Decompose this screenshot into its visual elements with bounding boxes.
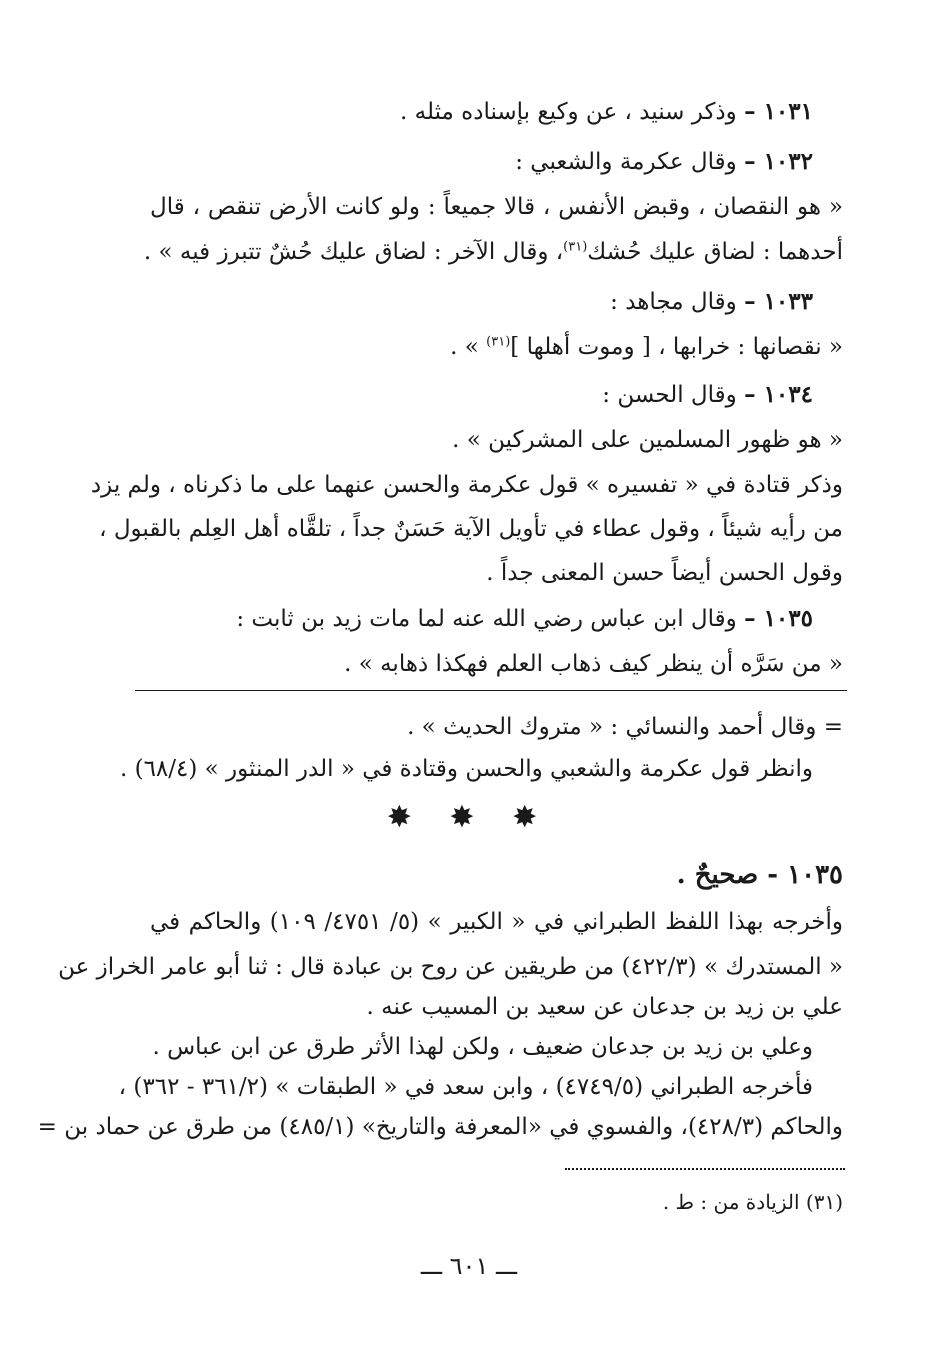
takhrij-line: وأخرجه بهذا اللفظ الطبراني في « الكبير » (٥/ ٤٧٥١/ ١٠٩) والحاكم في bbox=[150, 909, 843, 935]
body-line: « من سَرَّه أن ينظر كيف ذهاب العلم فهكذا ذهابه » . bbox=[344, 651, 843, 677]
body-line: « هو ظهور المسلمين على المشركين » . bbox=[452, 427, 843, 453]
footnote-separator bbox=[565, 1168, 845, 1170]
entry-1033 bbox=[610, 285, 813, 319]
body-line: « هو النقصان ، وقبض الأنفس ، قالا جميعاً : ولو كانت الأرض تنقص ، قال bbox=[150, 194, 843, 220]
entry-text: وقال عكرمة والشعبي : bbox=[515, 149, 745, 175]
star-separator: ✸ ✸ ✸ bbox=[386, 800, 552, 835]
body-line: من رأيه شيئاً ، وقول عطاء في تأويل الآية حَسَنٌ جداً ، تلقَّاه أهل العِلم بالقبول ، bbox=[99, 516, 843, 542]
takhrij-line: علي بن زيد بن جدعان عن سعيد بن المسيب عنه . bbox=[366, 994, 843, 1020]
body-line: وذكر قتادة في « تفسيره » قول عكرمة والحسن عنهما على ما ذكرناه ، ولم يزد bbox=[90, 472, 843, 498]
entry-text: وذكر سنيد ، عن وكيع بإسناده مثله . bbox=[400, 99, 745, 125]
takhrij-line: وعلي بن زيد بن جدعان ضعيف ، ولكن لهذا الأثر طرق عن ابن عباس . bbox=[152, 1034, 813, 1060]
takhrij-line: فأخرجه الطبراني (٤٧٤٩/٥) ، وابن سعد في « الطبقات » (٣٦١/٢ - ٣٦٢) ، bbox=[118, 1074, 813, 1100]
entry-1032 bbox=[515, 145, 813, 179]
footnote-ref: (٣١) bbox=[486, 334, 511, 350]
body-line: أحدهما : لضاق عليك حُشك$^{(٣١)}$، وقال الآخر : لضاق عليك حُشٌ تتبرز فيه » . bbox=[143, 239, 843, 265]
entry-text: وقال ابن عباس رضي الله عنه لما مات زيد بن ثابت : bbox=[236, 606, 745, 632]
footnote-ref: (٣١) bbox=[563, 239, 588, 255]
entry-1031 bbox=[400, 95, 813, 129]
body-line: « نقصانها : خرابها ، [ وموت أهلها ]$^{(٣١)}$ » . bbox=[450, 334, 843, 360]
body-line: وقول الحسن أيضاً حسن المعنى جداً . bbox=[486, 560, 843, 586]
takhrij-line: « المستدرك » (٤٢٢/٣) من طريقين عن روح بن عبادة قال : ثنا أبو عامر الخراز عن bbox=[58, 954, 843, 980]
entry-1034 bbox=[602, 378, 813, 412]
takhrij-line: والحاكم (٤٢٨/٣)، والفسوي في «المعرفة والتاريخ» (٤٨٥/١) من طرق عن حماد بن = bbox=[37, 1114, 843, 1140]
entry-number: ١٠٣١ – bbox=[744, 98, 813, 125]
note-line: وانظر قول عكرمة والشعبي والحسن وقتادة في « الدر المنثور » (٦٨/٤) . bbox=[119, 756, 813, 782]
note-line: = وقال أحمد والنسائي : « متروك الحديث » . bbox=[407, 714, 843, 740]
entry-1035 bbox=[236, 602, 813, 636]
takhrij-heading: ١٠٣٥ - صحيحٌ . bbox=[676, 860, 843, 890]
entry-number: ١٠٣٥ – bbox=[744, 605, 813, 632]
section-rule bbox=[135, 690, 847, 691]
entry-number: ١٠٣٣ – bbox=[744, 288, 813, 315]
footnote: (٣١) الزيادة من : ط . bbox=[662, 1190, 843, 1214]
page-number: ـــ ٦٠١ ـــ bbox=[420, 1252, 518, 1280]
entry-text: وقال مجاهد : bbox=[610, 289, 745, 315]
entry-text: وقال الحسن : bbox=[602, 382, 745, 408]
entry-number: ١٠٣٤ – bbox=[744, 381, 813, 408]
entry-number: ١٠٣٢ – bbox=[744, 148, 813, 175]
